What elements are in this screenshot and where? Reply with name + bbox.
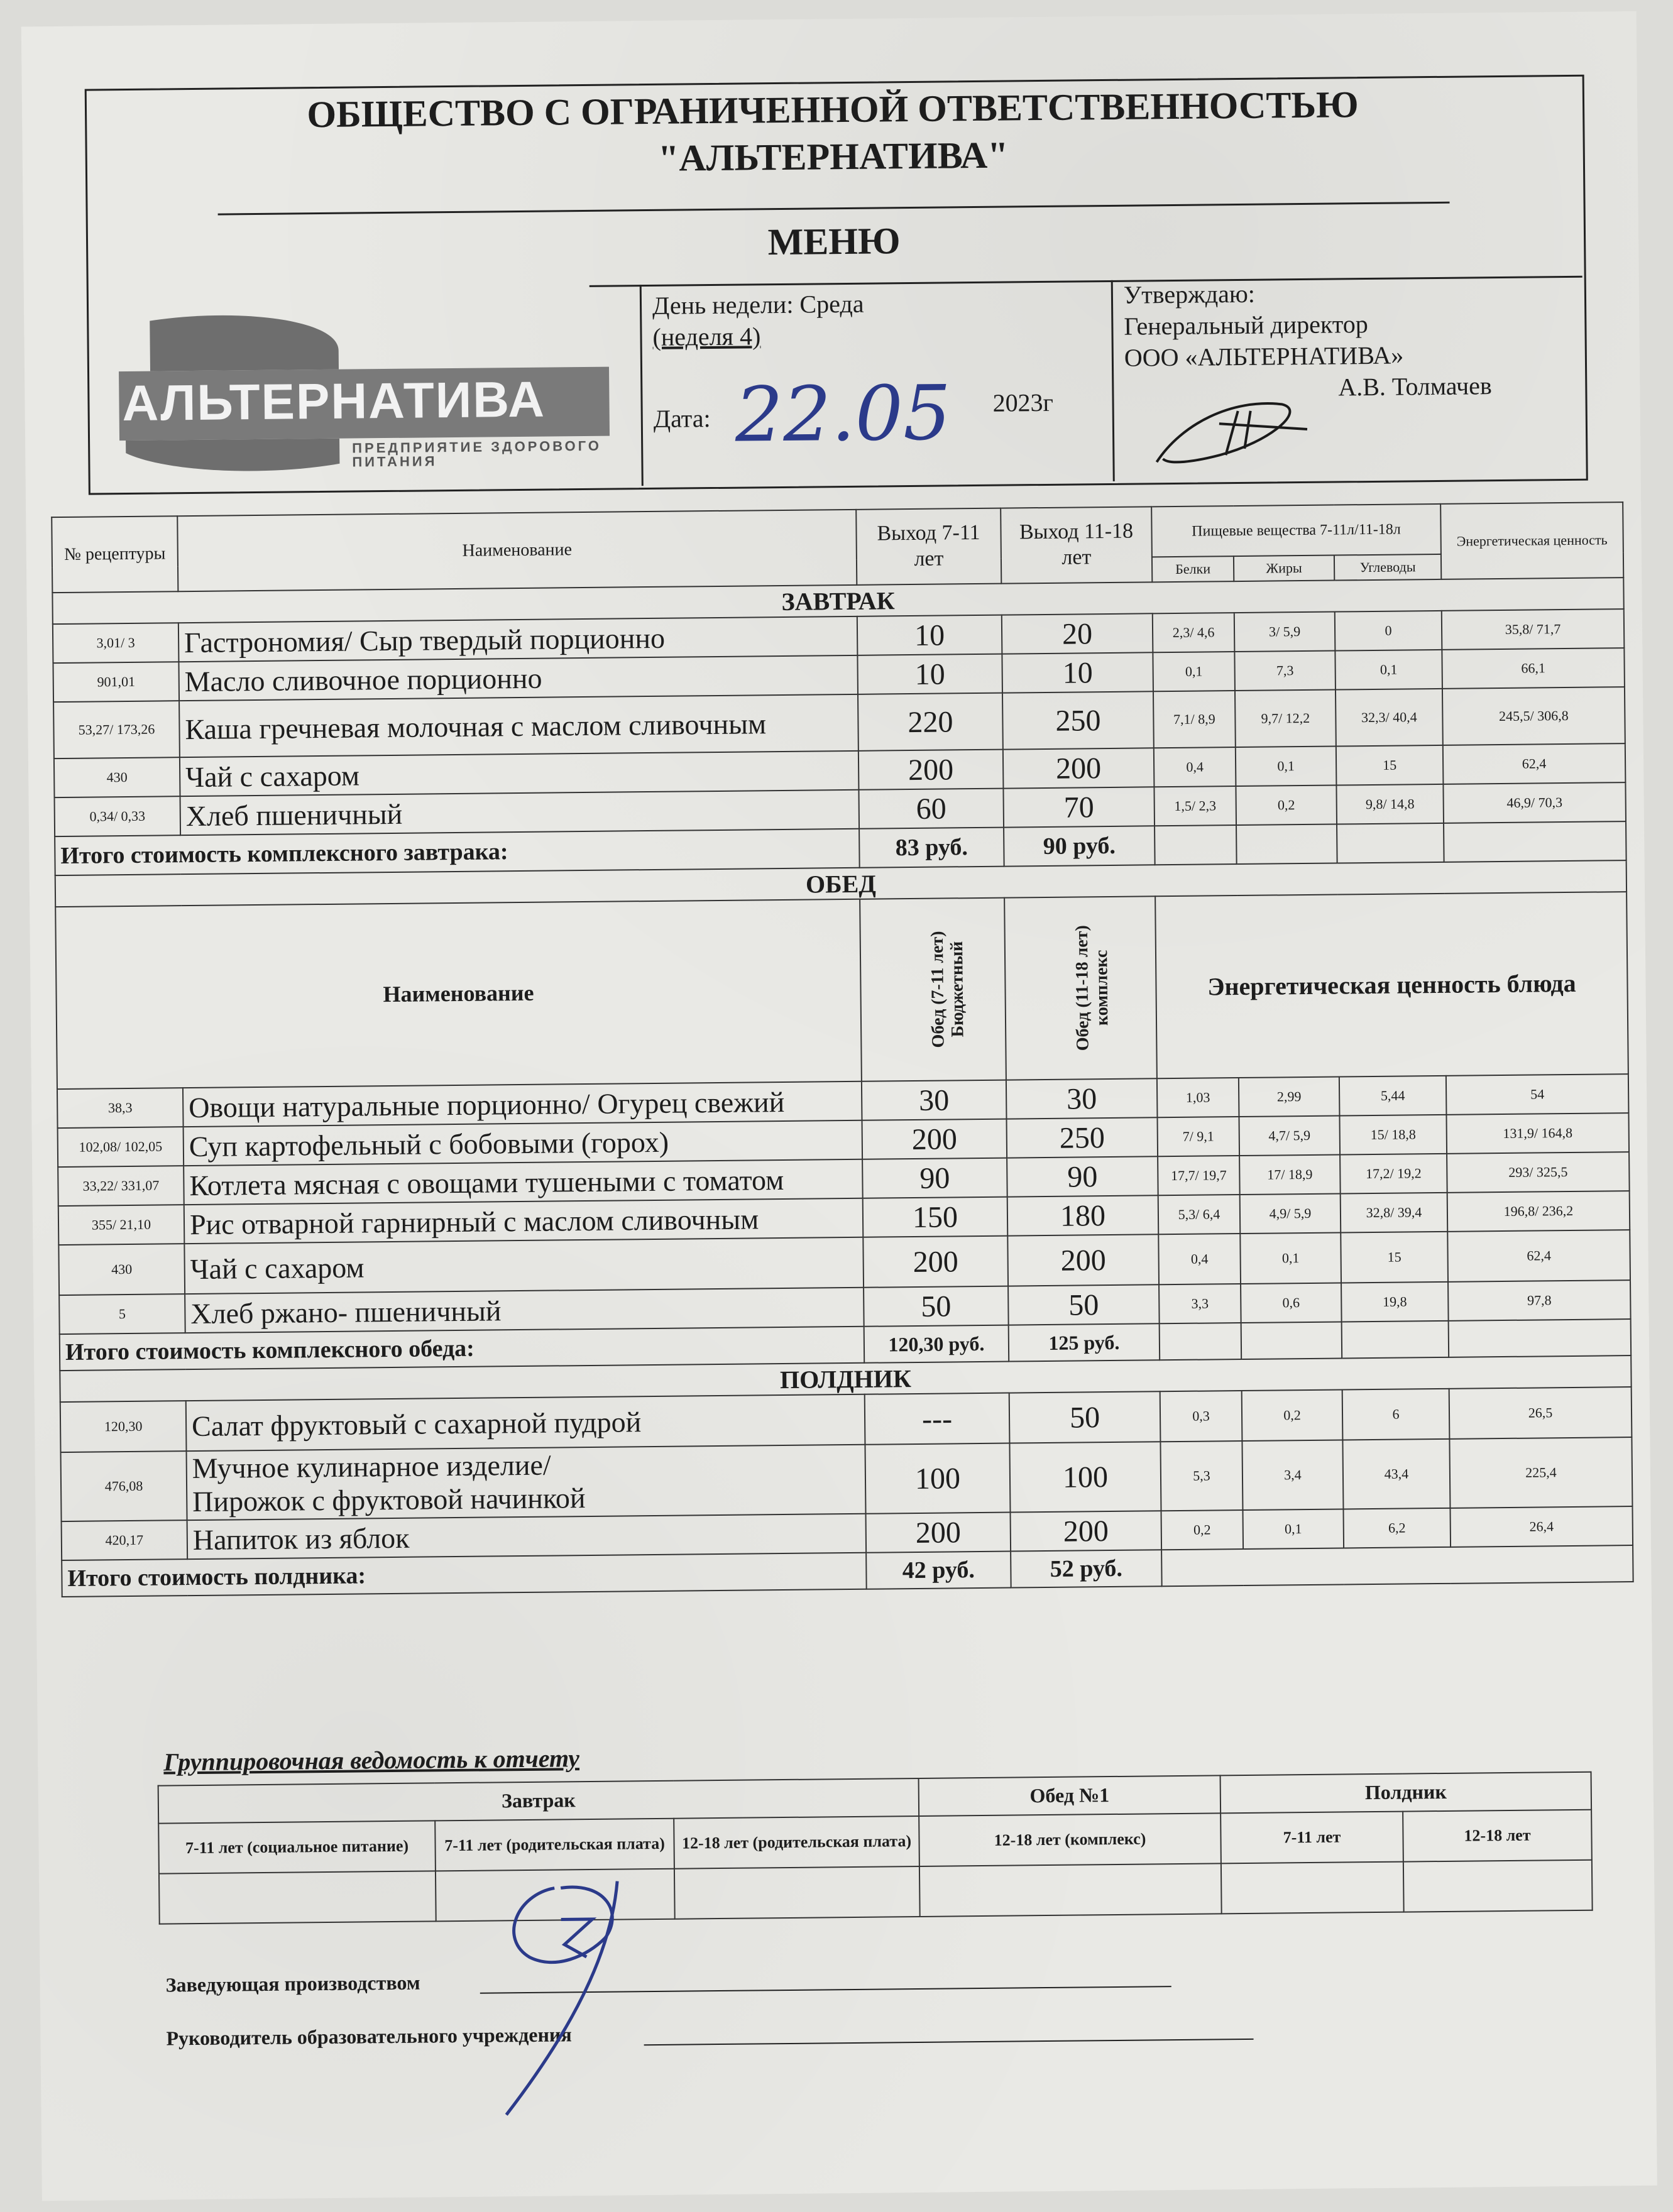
carbs: 15 (1336, 745, 1444, 786)
lunch-price-7-11: 120,30 руб. (864, 1325, 1009, 1363)
snack-price-11-18: 52 руб. (1011, 1550, 1162, 1587)
carbs: 17,2/ 19,2 (1340, 1154, 1447, 1194)
protein: 0,4 (1154, 747, 1236, 787)
dish-name: Каша гречневая молочная с маслом сливочным (179, 694, 858, 757)
protein: 7,1/ 8,9 (1153, 691, 1236, 748)
breakfast-price-7-11: 83 руб. (859, 828, 1004, 868)
portion-7-11: 60 (858, 789, 1004, 829)
portion-11-18: 50 (1009, 1391, 1161, 1443)
portion-7-11: --- (865, 1393, 1010, 1445)
col-out-7-11: Выход 7-11 лет (856, 508, 1001, 585)
recipe-code: 901,01 (53, 662, 179, 702)
protein: 2,3/ 4,6 (1153, 613, 1235, 652)
portion-7-11: 10 (857, 615, 1002, 655)
energy: 293/ 325,5 (1447, 1152, 1630, 1193)
portion-11-18: 180 (1007, 1195, 1159, 1235)
summary-col-3: 12-18 лет (родительская плата) (674, 1816, 919, 1869)
carbs: 32,3/ 40,4 (1336, 689, 1443, 747)
portion-11-18: 200 (1003, 748, 1155, 788)
portion-7-11: 30 (862, 1080, 1007, 1120)
production-signature-icon (447, 1861, 701, 2128)
col-fat: Жиры (1234, 556, 1334, 582)
energy: 66,1 (1442, 648, 1625, 689)
summary-snack: Полдник (1220, 1772, 1592, 1814)
recipe-code: 120,30 (60, 1401, 187, 1452)
recipe-code: 38,3 (57, 1088, 184, 1128)
col-energy: Энергетическая ценность (1440, 502, 1623, 579)
protein: 17,7/ 19,7 (1158, 1156, 1240, 1195)
fat: 7,3 (1234, 651, 1336, 691)
snack-price-7-11: 42 руб. (866, 1552, 1011, 1589)
protein: 1,5/ 2,3 (1154, 786, 1236, 826)
energy: 245,5/ 306,8 (1442, 687, 1625, 745)
protein: 3,3 (1159, 1284, 1241, 1323)
recipe-code: 355/ 21,10 (58, 1205, 185, 1245)
menu-title: МЕНЮ (767, 220, 901, 263)
section-snack: ПОЛДНИК (60, 1355, 1631, 1402)
carbs: 19,8 (1341, 1282, 1449, 1322)
summary-title: Группировочная ведомость к отчету (163, 1744, 580, 1777)
date-label: Дата: (653, 404, 711, 433)
fat: 3,4 (1242, 1440, 1343, 1510)
carbs: 32,8/ 39,4 (1341, 1193, 1448, 1233)
lunch-col-7-11 (860, 898, 1006, 1081)
protein: 7/ 9,1 (1157, 1117, 1239, 1156)
dish-name: Салат фруктовый с сахарной пудрой (186, 1394, 865, 1451)
summary-cell (674, 1866, 920, 1919)
dish-name: Овощи натуральные порционно/ Огурец свежий (183, 1081, 862, 1127)
breakfast-total-label: Итого стоимость комплексного завтрака: (55, 829, 860, 875)
carbs: 0 (1335, 611, 1442, 651)
approve-label: Утверждаю: (1123, 279, 1256, 309)
col-recipe: № рецептуры (52, 516, 178, 593)
menu-table (51, 501, 1633, 1597)
lunch-col-11-18 (1004, 896, 1157, 1080)
dish-name: Гастрономия/ Сыр твердый порционно (178, 616, 858, 662)
energy: 97,8 (1448, 1280, 1631, 1321)
summary-cell (919, 1863, 1222, 1917)
portion-11-18: 200 (1011, 1511, 1162, 1551)
footer-school-head: Руководитель образовательного учреждения (166, 2023, 572, 2050)
protein: 5,3 (1160, 1441, 1242, 1511)
fat: 9,7/ 12,2 (1235, 690, 1336, 748)
energy: 225,4 (1449, 1437, 1632, 1508)
carbs: 9,8/ 14,8 (1336, 784, 1444, 824)
summary-cell (1221, 1862, 1404, 1914)
dish-name-line2: Пирожок с фруктовой начинкой (192, 1482, 586, 1518)
portion-11-18: 70 (1003, 787, 1155, 827)
portion-7-11: 90 (862, 1158, 1007, 1198)
fat: 4,9/ 5,9 (1240, 1193, 1341, 1234)
org-title-line2: "АЛЬТЕРНАТИВА" (657, 134, 1009, 179)
portion-7-11: 50 (864, 1286, 1009, 1327)
protein: 0,4 (1158, 1234, 1241, 1284)
portion-11-18: 30 (1006, 1078, 1158, 1119)
dish-name (187, 1445, 866, 1520)
summary-col-1: 7-11 лет (социальное питание) (158, 1821, 436, 1873)
footer-line-2 (644, 2039, 1254, 2045)
company-logo (112, 304, 617, 479)
week-number: (неделя 4) (652, 322, 761, 351)
col-nutrients: Пищевые вещества 7-11л/11-18л (1151, 504, 1441, 557)
portion-7-11: 150 (863, 1197, 1008, 1237)
col-carbs: Углеводы (1334, 554, 1441, 581)
col-name: Наименование (177, 510, 857, 591)
lunch-price-11-18: 125 руб. (1009, 1323, 1160, 1361)
logo-text: АЛЬТЕРНАТИВА (122, 371, 546, 432)
energy: 46,9/ 70,3 (1443, 782, 1626, 823)
recipe-code: 430 (54, 757, 180, 797)
fat: 4,7/ 5,9 (1239, 1116, 1340, 1156)
energy: 196,8/ 236,2 (1447, 1191, 1630, 1232)
portion-11-18: 200 (1007, 1234, 1159, 1286)
footer-production-head: Заведующая производством (165, 1971, 420, 1996)
fat: 0,1 (1236, 747, 1337, 787)
recipe-code: 476,08 (61, 1451, 187, 1521)
recipe-code: 430 (58, 1244, 185, 1295)
dish-name: Масло сливочное порционно (178, 655, 858, 701)
energy: 54 (1446, 1074, 1629, 1115)
fat: 17/ 18,9 (1239, 1154, 1341, 1195)
portion-11-18: 250 (1006, 1117, 1158, 1158)
lunch-col-energy: Энергетическая ценность блюда (1155, 892, 1628, 1078)
energy: 62,4 (1443, 743, 1626, 784)
energy: 35,8/ 71,7 (1442, 609, 1625, 650)
dish-name-line1: Мучное кулинарное изделие/ (192, 1448, 551, 1485)
protein: 0,1 (1153, 652, 1235, 691)
portion-7-11: 220 (858, 693, 1003, 751)
lunch-col-11-18-label: Обед (11-18 лет) комплекс (1072, 925, 1112, 1051)
summary-breakfast: Завтрак (158, 1778, 919, 1824)
energy: 26,5 (1449, 1387, 1632, 1439)
protein: 1,03 (1157, 1078, 1239, 1117)
carbs: 43,4 (1342, 1439, 1450, 1509)
portion-7-11: 200 (862, 1119, 1007, 1159)
portion-11-18: 10 (1002, 652, 1153, 693)
summary-col-4: 12-18 лет (комплекс) (919, 1813, 1221, 1866)
lunch-col-name: Наименование (55, 899, 862, 1089)
dish-name: Чай с сахаром (184, 1237, 864, 1294)
fat: 0,1 (1242, 1509, 1344, 1549)
director-signature-icon (1143, 385, 1320, 475)
portion-7-11: 200 (866, 1513, 1011, 1553)
summary-cell (1403, 1860, 1593, 1912)
menu-sheet (21, 11, 1657, 2201)
fat: 0,2 (1236, 786, 1337, 826)
carbs: 5,44 (1339, 1076, 1447, 1116)
director-title: Генеральный директор (1124, 310, 1368, 341)
energy: 62,4 (1447, 1230, 1630, 1282)
snack-total-label: Итого стоимость полдника: (62, 1553, 866, 1597)
lunch-total-label: Итого стоимость комплексного обеда: (60, 1327, 864, 1371)
section-breakfast: ЗАВТРАК (52, 578, 1623, 624)
summary-cell (159, 1871, 436, 1924)
summary-col-6: 12-18 лет (1403, 1810, 1592, 1862)
dish-name: Чай с сахаром (180, 751, 859, 796)
breakfast-price-11-18: 90 руб. (1004, 826, 1155, 866)
dish-name: Суп картофельный с бобовыми (горох) (184, 1120, 863, 1166)
carbs: 0,1 (1335, 650, 1442, 690)
lunch-col-7-11-label: Обед (7-11 лет) Бюджетный (927, 931, 968, 1048)
director-org: ООО «АЛЬТЕРНАТИВА» (1124, 341, 1404, 372)
portion-7-11: 10 (857, 654, 1002, 694)
energy: 131,9/ 164,8 (1446, 1113, 1629, 1154)
carbs: 6 (1342, 1389, 1450, 1440)
director-name: А.В. Толмачев (1338, 371, 1492, 402)
protein: 0,3 (1160, 1391, 1242, 1442)
portion-11-18: 50 (1008, 1284, 1160, 1325)
fat: 0,2 (1242, 1389, 1343, 1441)
recipe-code: 3,01/ 3 (53, 623, 179, 663)
col-out-11-18: Выход 11-18 лет (1001, 506, 1152, 583)
summary-col-2: 7-11 лет (родительская плата) (435, 1819, 674, 1871)
dish-name: Хлеб ржано- пшеничный (185, 1288, 864, 1333)
dish-name: Напиток из яблок (187, 1514, 867, 1559)
portion-11-18: 90 (1007, 1156, 1158, 1196)
portion-7-11: 200 (863, 1236, 1008, 1288)
protein: 0,2 (1161, 1510, 1243, 1550)
recipe-code: 5 (59, 1294, 185, 1334)
dish-name: Хлеб пшеничный (180, 790, 860, 835)
recipe-code: 53,27/ 173,26 (53, 701, 180, 758)
org-title-line1: ОБЩЕСТВО С ОГРАНИЧЕННОЙ ОТВЕТСТВЕННОСТЬЮ (307, 84, 1359, 136)
weekday-label: День недели: Среда (652, 289, 864, 320)
carbs: 6,2 (1343, 1508, 1451, 1548)
carbs: 15 (1341, 1232, 1448, 1283)
recipe-code: 102,08/ 102,05 (58, 1127, 184, 1167)
fat: 3/ 5,9 (1234, 612, 1336, 652)
energy: 26,4 (1450, 1506, 1633, 1547)
section-lunch: ОБЕД (55, 860, 1626, 907)
fat: 0,6 (1241, 1283, 1342, 1323)
summary-lunch: Обед №1 (919, 1775, 1221, 1816)
portion-7-11: 100 (865, 1443, 1010, 1514)
protein: 5,3/ 6,4 (1158, 1195, 1241, 1234)
portion-11-18: 250 (1002, 691, 1154, 749)
carbs: 15/ 18,8 (1339, 1115, 1447, 1155)
dish-name: Котлета мясная с овощами тушеными с томатом (184, 1159, 863, 1205)
logo-subtitle: ПРЕДПРИЯТИЕ ЗДОРОВОГО ПИТАНИЯ (352, 437, 602, 470)
portion-11-18: 100 (1009, 1442, 1161, 1512)
dish-name: Рис отварной гарнирный с маслом сливочным (184, 1198, 864, 1244)
summary-table (158, 1771, 1593, 1925)
col-protein: Белки (1152, 556, 1234, 582)
year-label: 2023г (992, 388, 1054, 417)
fat: 0,1 (1240, 1232, 1341, 1284)
recipe-code: 420,17 (62, 1520, 188, 1560)
date-handwritten: 22.05 (735, 370, 952, 459)
fat: 2,99 (1239, 1077, 1340, 1117)
recipe-code: 33,22/ 331,07 (58, 1166, 184, 1206)
portion-11-18: 20 (1002, 613, 1153, 654)
recipe-code: 0,34/ 0,33 (55, 796, 181, 836)
portion-7-11: 200 (858, 750, 1004, 790)
summary-col-5: 7-11 лет (1220, 1812, 1403, 1864)
